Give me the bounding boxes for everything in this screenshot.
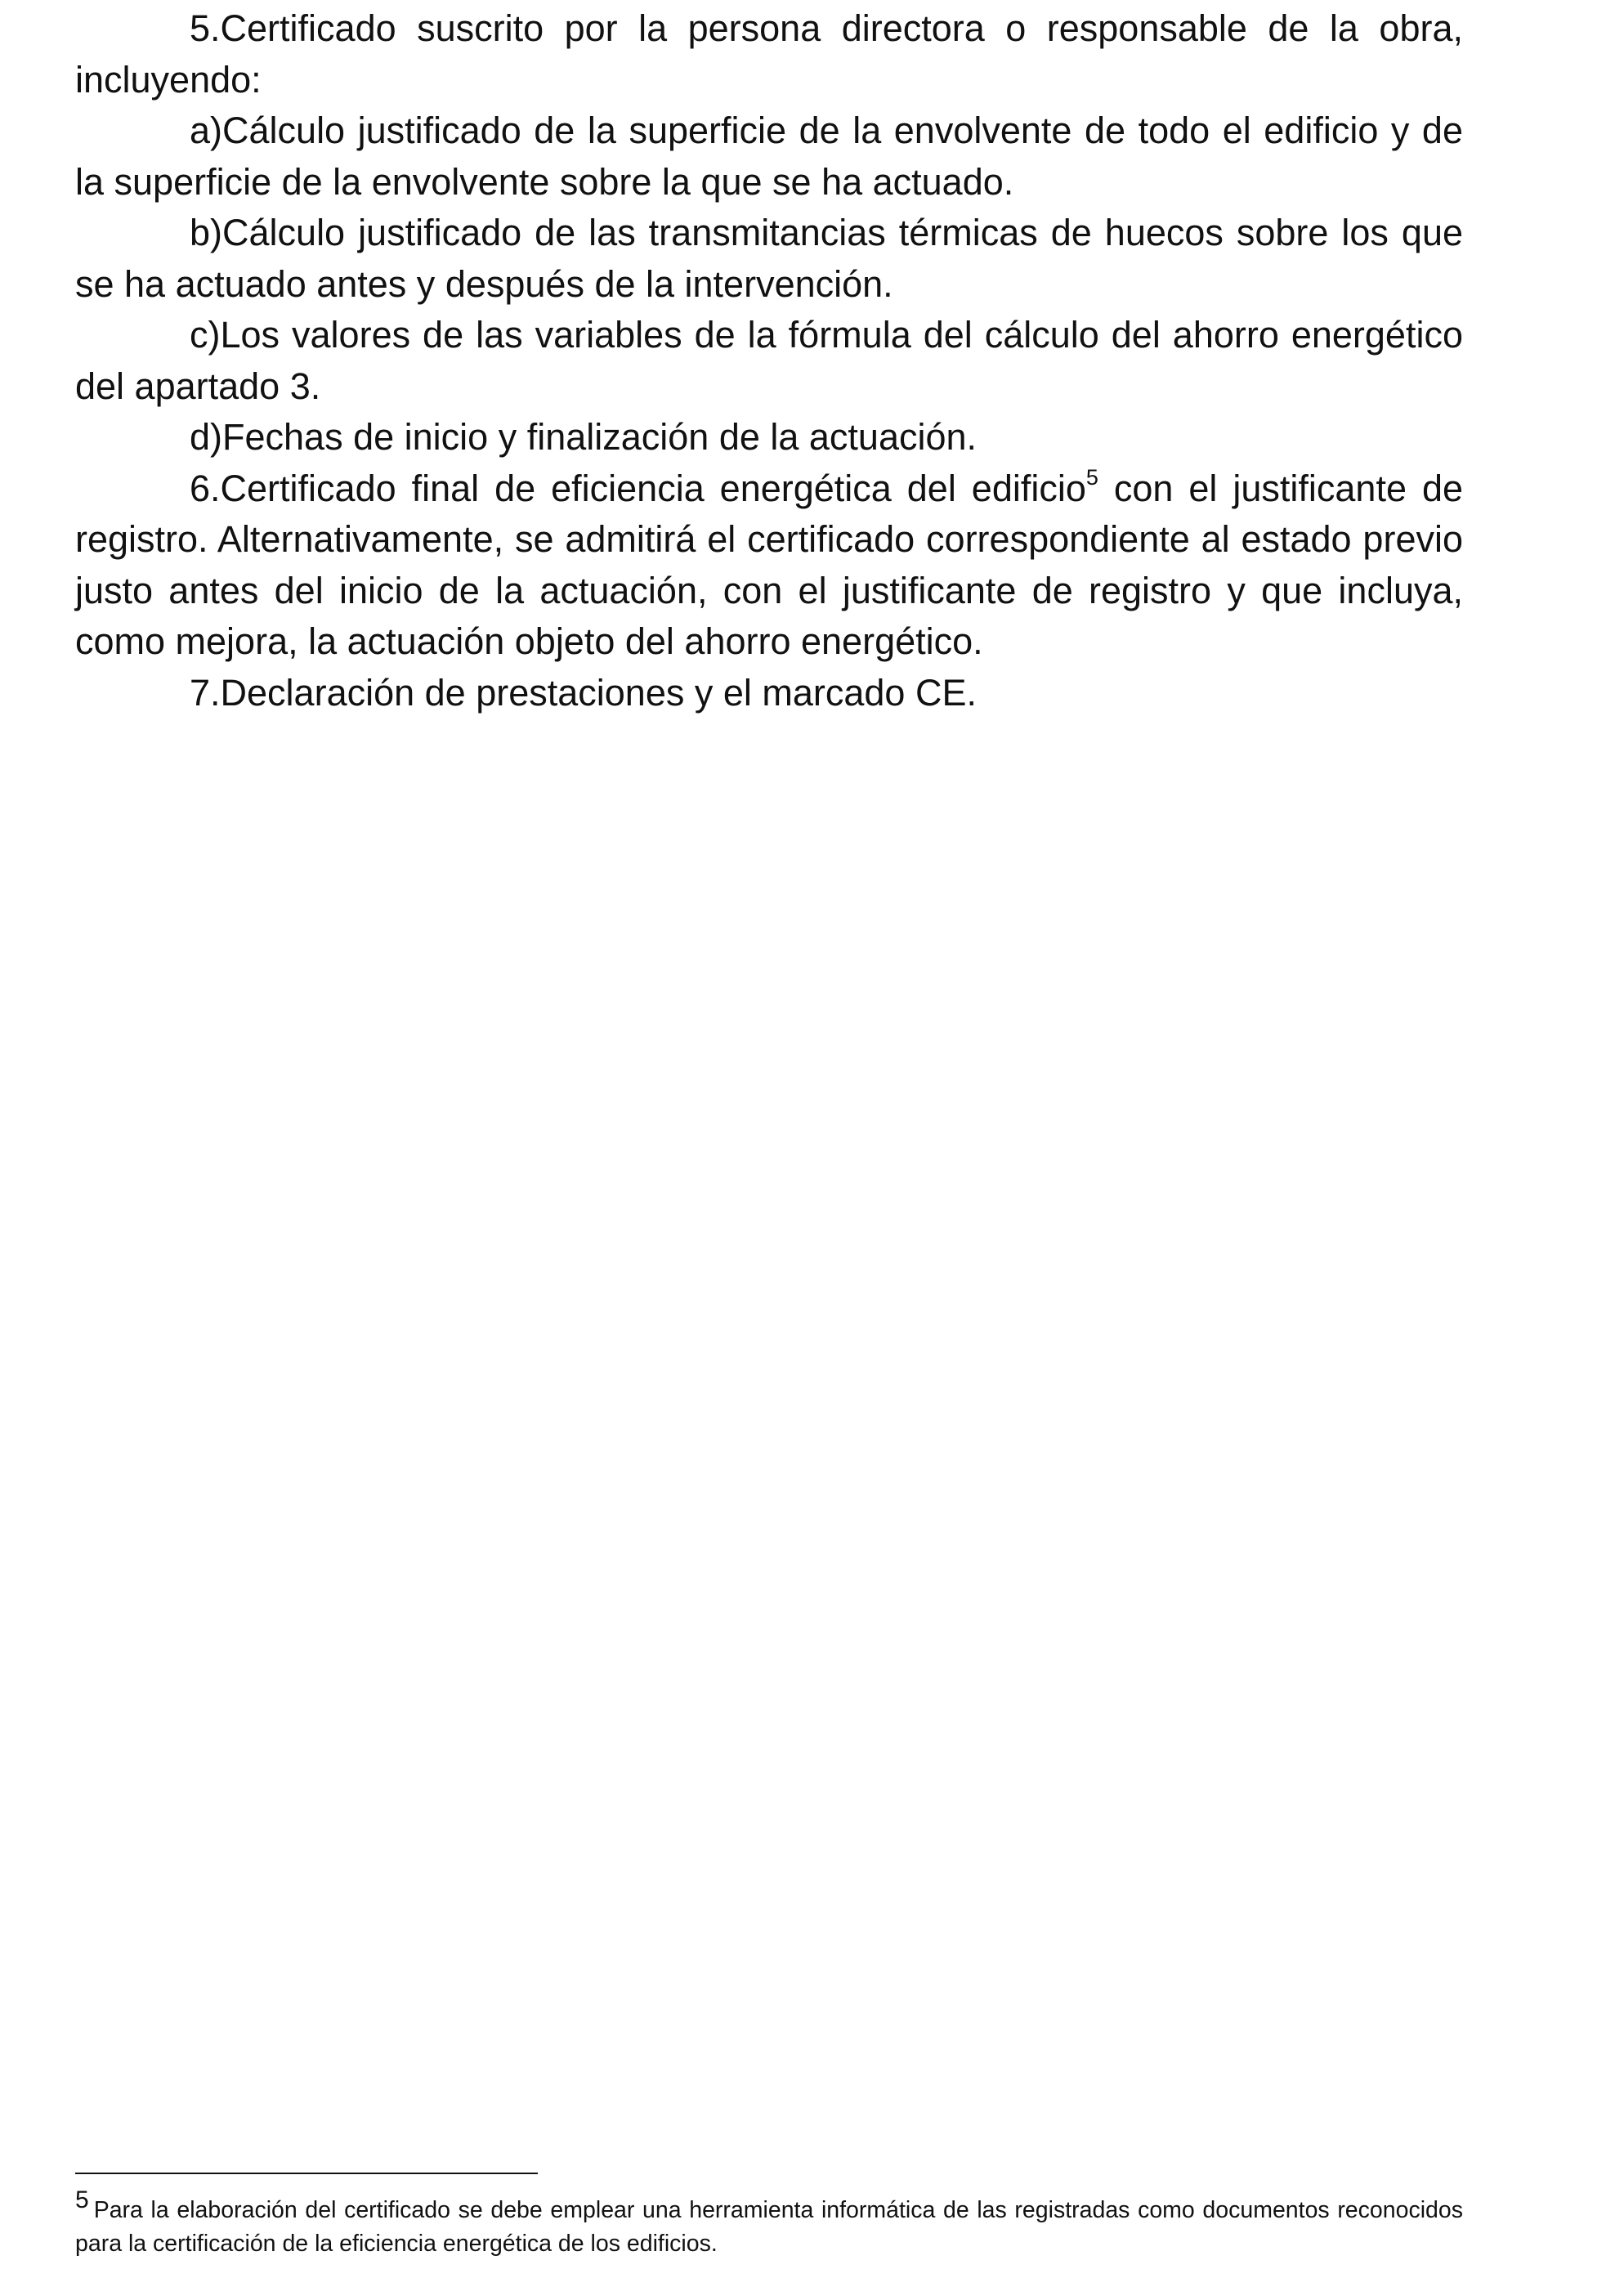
footnote-text: Para la elaboración del certificado se debe emplear una herramienta informática de las registradas como documentos reconocidos para la certificación de la eficiencia energética de los edificios. [75, 2197, 1463, 2257]
list-marker: d) [190, 416, 223, 458]
list-item-text-before: Certificado final de eficiencia energética del edificio [220, 467, 1086, 509]
list-item-7 [75, 668, 1463, 719]
document-body [75, 3, 1463, 718]
list-item-6 [75, 463, 1463, 668]
list-item-b [75, 208, 1463, 310]
list-item-text: Declaración de prestaciones y el marcado CE. [220, 671, 977, 714]
list-item-c [75, 310, 1463, 412]
list-item-text: Los valores de las variables de la fórmula del cálculo del ahorro energético del apartado 3. [75, 314, 1463, 407]
list-marker: c) [190, 314, 221, 356]
list-marker: 7. [190, 671, 221, 714]
list-marker: a) [190, 110, 223, 151]
footnote-mark: 5 [75, 2186, 89, 2213]
list-item-text: Cálculo justificado de las transmitancias térmicas de huecos sobre los que se ha actuado antes y después de la intervención. [75, 212, 1463, 305]
footnote-reference[interactable]: 5 [1085, 464, 1098, 490]
list-item-text-after: con el justificante de registro. Alternativamente, se admitirá el certificado correspondiente al estado previo justo antes del inicio de la actuación, con el justificante de registro y que incluya, como mejora, la actuación objeto del ahorro energético. [75, 467, 1463, 662]
list-marker: 5. [190, 7, 221, 49]
list-item-text: Certificado suscrito por la persona directora o responsable de la obra, incluyendo: [75, 7, 1463, 101]
list-item-text: Cálculo justificado de la superficie de la envolvente de todo el edificio y de la superficie de la envolvente sobre la que se ha actuado. [75, 110, 1463, 203]
footnote [75, 2186, 1463, 2261]
list-item-5 [75, 3, 1463, 105]
list-item-text: Fechas de inicio y finalización de la actuación. [222, 416, 978, 458]
list-item-a [75, 105, 1463, 208]
footnote-separator [75, 2173, 538, 2174]
list-marker: b) [190, 212, 223, 253]
list-marker: 6. [190, 467, 221, 509]
list-item-d [75, 412, 1463, 463]
